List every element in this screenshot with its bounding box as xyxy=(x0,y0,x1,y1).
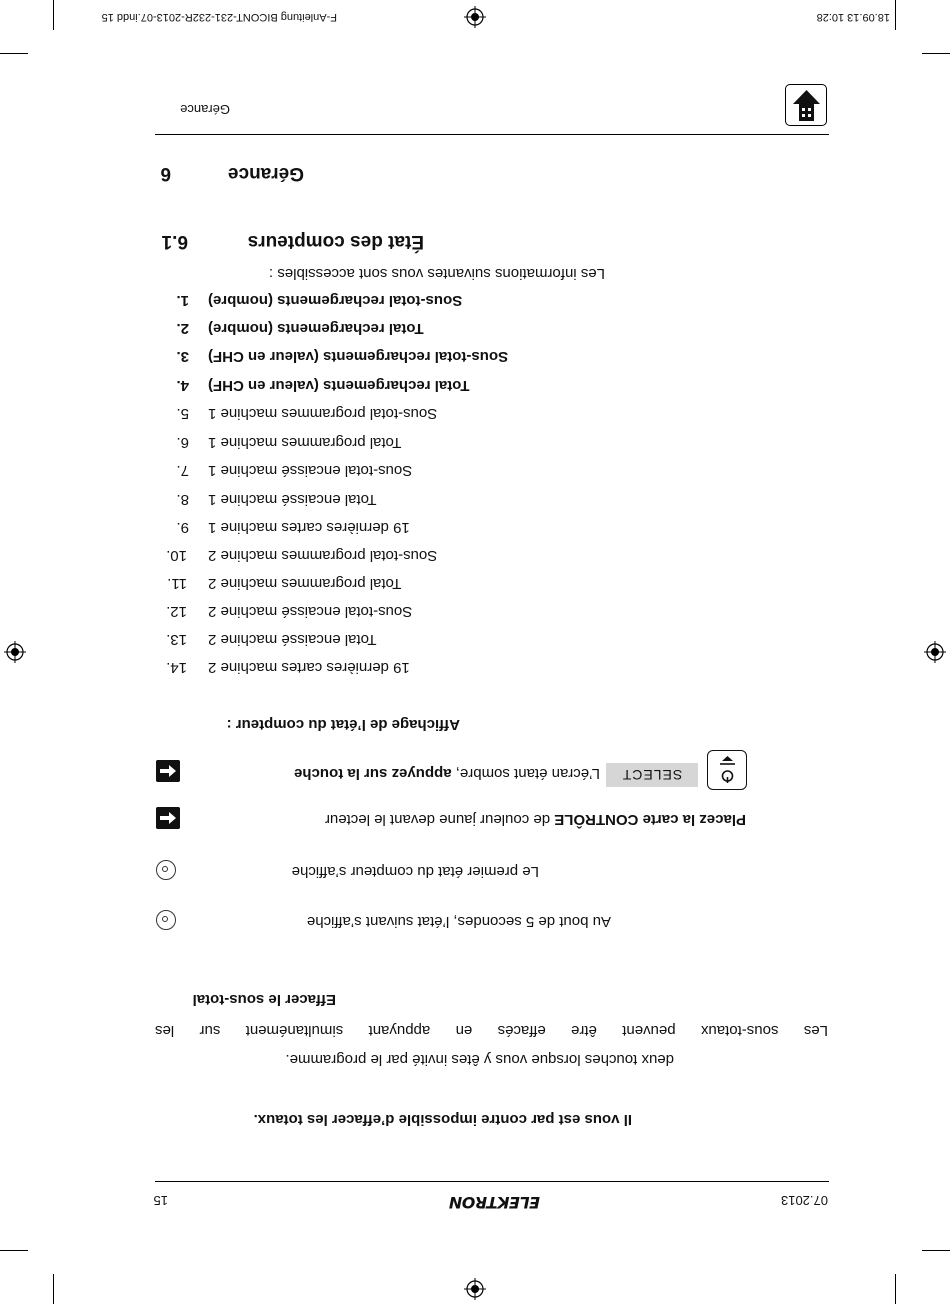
list-item-number: 14. xyxy=(166,659,187,676)
list-item: Sous-total rechargements (nombre) xyxy=(208,292,463,309)
step2-rest: de couleur jaune devant le lecteur xyxy=(324,811,555,828)
print-slug-stamp: 18.09.13 10:28 xyxy=(816,11,890,23)
registration-mark-icon xyxy=(464,6,486,28)
list-item: Sous-total encaissé machine 2 xyxy=(208,603,413,620)
list-item: Sous-total rechargements (valeur en CHF) xyxy=(208,348,509,365)
footer-page-number: 15 xyxy=(153,1193,168,1208)
header-rule xyxy=(155,134,829,135)
chapter-number: 6 xyxy=(160,163,171,184)
footer-date: 07.2013 xyxy=(781,1193,828,1208)
result2-text: Au bout de 5 secondes, l’état suivant s’affiche xyxy=(306,913,611,930)
list-item-number: 3. xyxy=(176,348,189,365)
registration-mark-icon xyxy=(464,1278,486,1300)
result1-text: Le premier état du compteur s’affiche xyxy=(291,863,539,880)
display-indicator-icon xyxy=(156,910,176,930)
list-item-number: 4. xyxy=(176,377,189,394)
list-item: Total rechargements (valeur en CHF) xyxy=(208,377,470,394)
subchapter-number: 6.1 xyxy=(161,231,188,252)
step-arrow-icon xyxy=(156,807,180,829)
crop-mark xyxy=(53,0,54,30)
list-item-number: 13. xyxy=(166,631,187,648)
chapter-title: Gérance xyxy=(227,163,304,184)
crop-mark xyxy=(895,0,896,30)
list-item-number: 10. xyxy=(166,547,187,564)
list-item-number: 7. xyxy=(176,462,189,479)
step2-text xyxy=(325,811,746,828)
list-item: Total programmes machine 2 xyxy=(208,575,402,592)
list-item-number: 2. xyxy=(176,320,189,337)
list-item: Sous-total programmes machine 1 xyxy=(208,405,438,422)
crop-mark xyxy=(922,1250,950,1251)
footer-rule xyxy=(155,1181,829,1182)
clear-heading: Effacer le sous-total xyxy=(192,991,336,1008)
list-item: Total rechargements (nombre) xyxy=(208,320,424,337)
step2-action: Placez la carte CONTRÔLE xyxy=(554,811,746,828)
step1-text xyxy=(294,765,600,782)
intro-text: Les informations suivantes vous sont accessibles : xyxy=(269,265,605,282)
list-item: Total programmes machine 1 xyxy=(208,434,402,451)
display-heading: Affichage de l’état du compteur : xyxy=(226,716,460,733)
crop-mark xyxy=(53,1274,54,1304)
list-item: Total encaissé machine 2 xyxy=(208,631,377,648)
gerance-tab-icon xyxy=(785,84,827,126)
clear-line1: Les sous-totaux peuvent être effacés en appuyant simultanément sur les xyxy=(155,1022,828,1039)
registration-mark-icon xyxy=(4,641,26,663)
list-item: Sous-total programmes machine 2 xyxy=(208,547,438,564)
clear-line2: deux touches lorsque vous y êtes invité par le programme. xyxy=(285,1051,674,1068)
step1-prefix: L’écran étant sombre, xyxy=(451,765,600,782)
list-item-number: 12. xyxy=(166,603,187,620)
brand-logo: ELEKTRON xyxy=(449,1193,540,1212)
list-item: 19 dernières cartes machine 1 xyxy=(208,519,410,536)
crop-mark xyxy=(895,1274,896,1304)
header-section-label: Gérance xyxy=(180,102,230,117)
select-key: SELECT xyxy=(606,763,698,787)
display-indicator-icon xyxy=(156,860,176,880)
crop-mark xyxy=(0,53,28,54)
crop-mark xyxy=(922,53,950,54)
list-item-number: 6. xyxy=(176,434,189,451)
registration-mark-icon xyxy=(924,641,946,663)
list-item: 19 dernières cartes machine 2 xyxy=(208,659,410,676)
list-item: Total encaissé machine 1 xyxy=(208,491,377,508)
step-arrow-icon xyxy=(156,760,180,782)
subchapter-title: État des compteurs xyxy=(247,231,424,252)
clear-warning: Il vous est par contre impossible d’effacer les totaux. xyxy=(253,1111,632,1128)
print-slug-file: F-Anleitung BICONT-231-232R-2013-07.indd 15 xyxy=(101,11,337,23)
list-item-number: 8. xyxy=(176,491,189,508)
crop-mark xyxy=(0,1250,28,1251)
step1-action: appuyez sur la touche xyxy=(294,765,452,782)
list-item: Sous-total encaissé machine 1 xyxy=(208,462,413,479)
list-item-number: 11. xyxy=(167,575,187,592)
list-item-number: 1. xyxy=(176,292,189,309)
list-item-number: 5. xyxy=(176,405,189,422)
list-item-number: 9. xyxy=(176,519,189,536)
switch-key-icon xyxy=(707,750,747,790)
